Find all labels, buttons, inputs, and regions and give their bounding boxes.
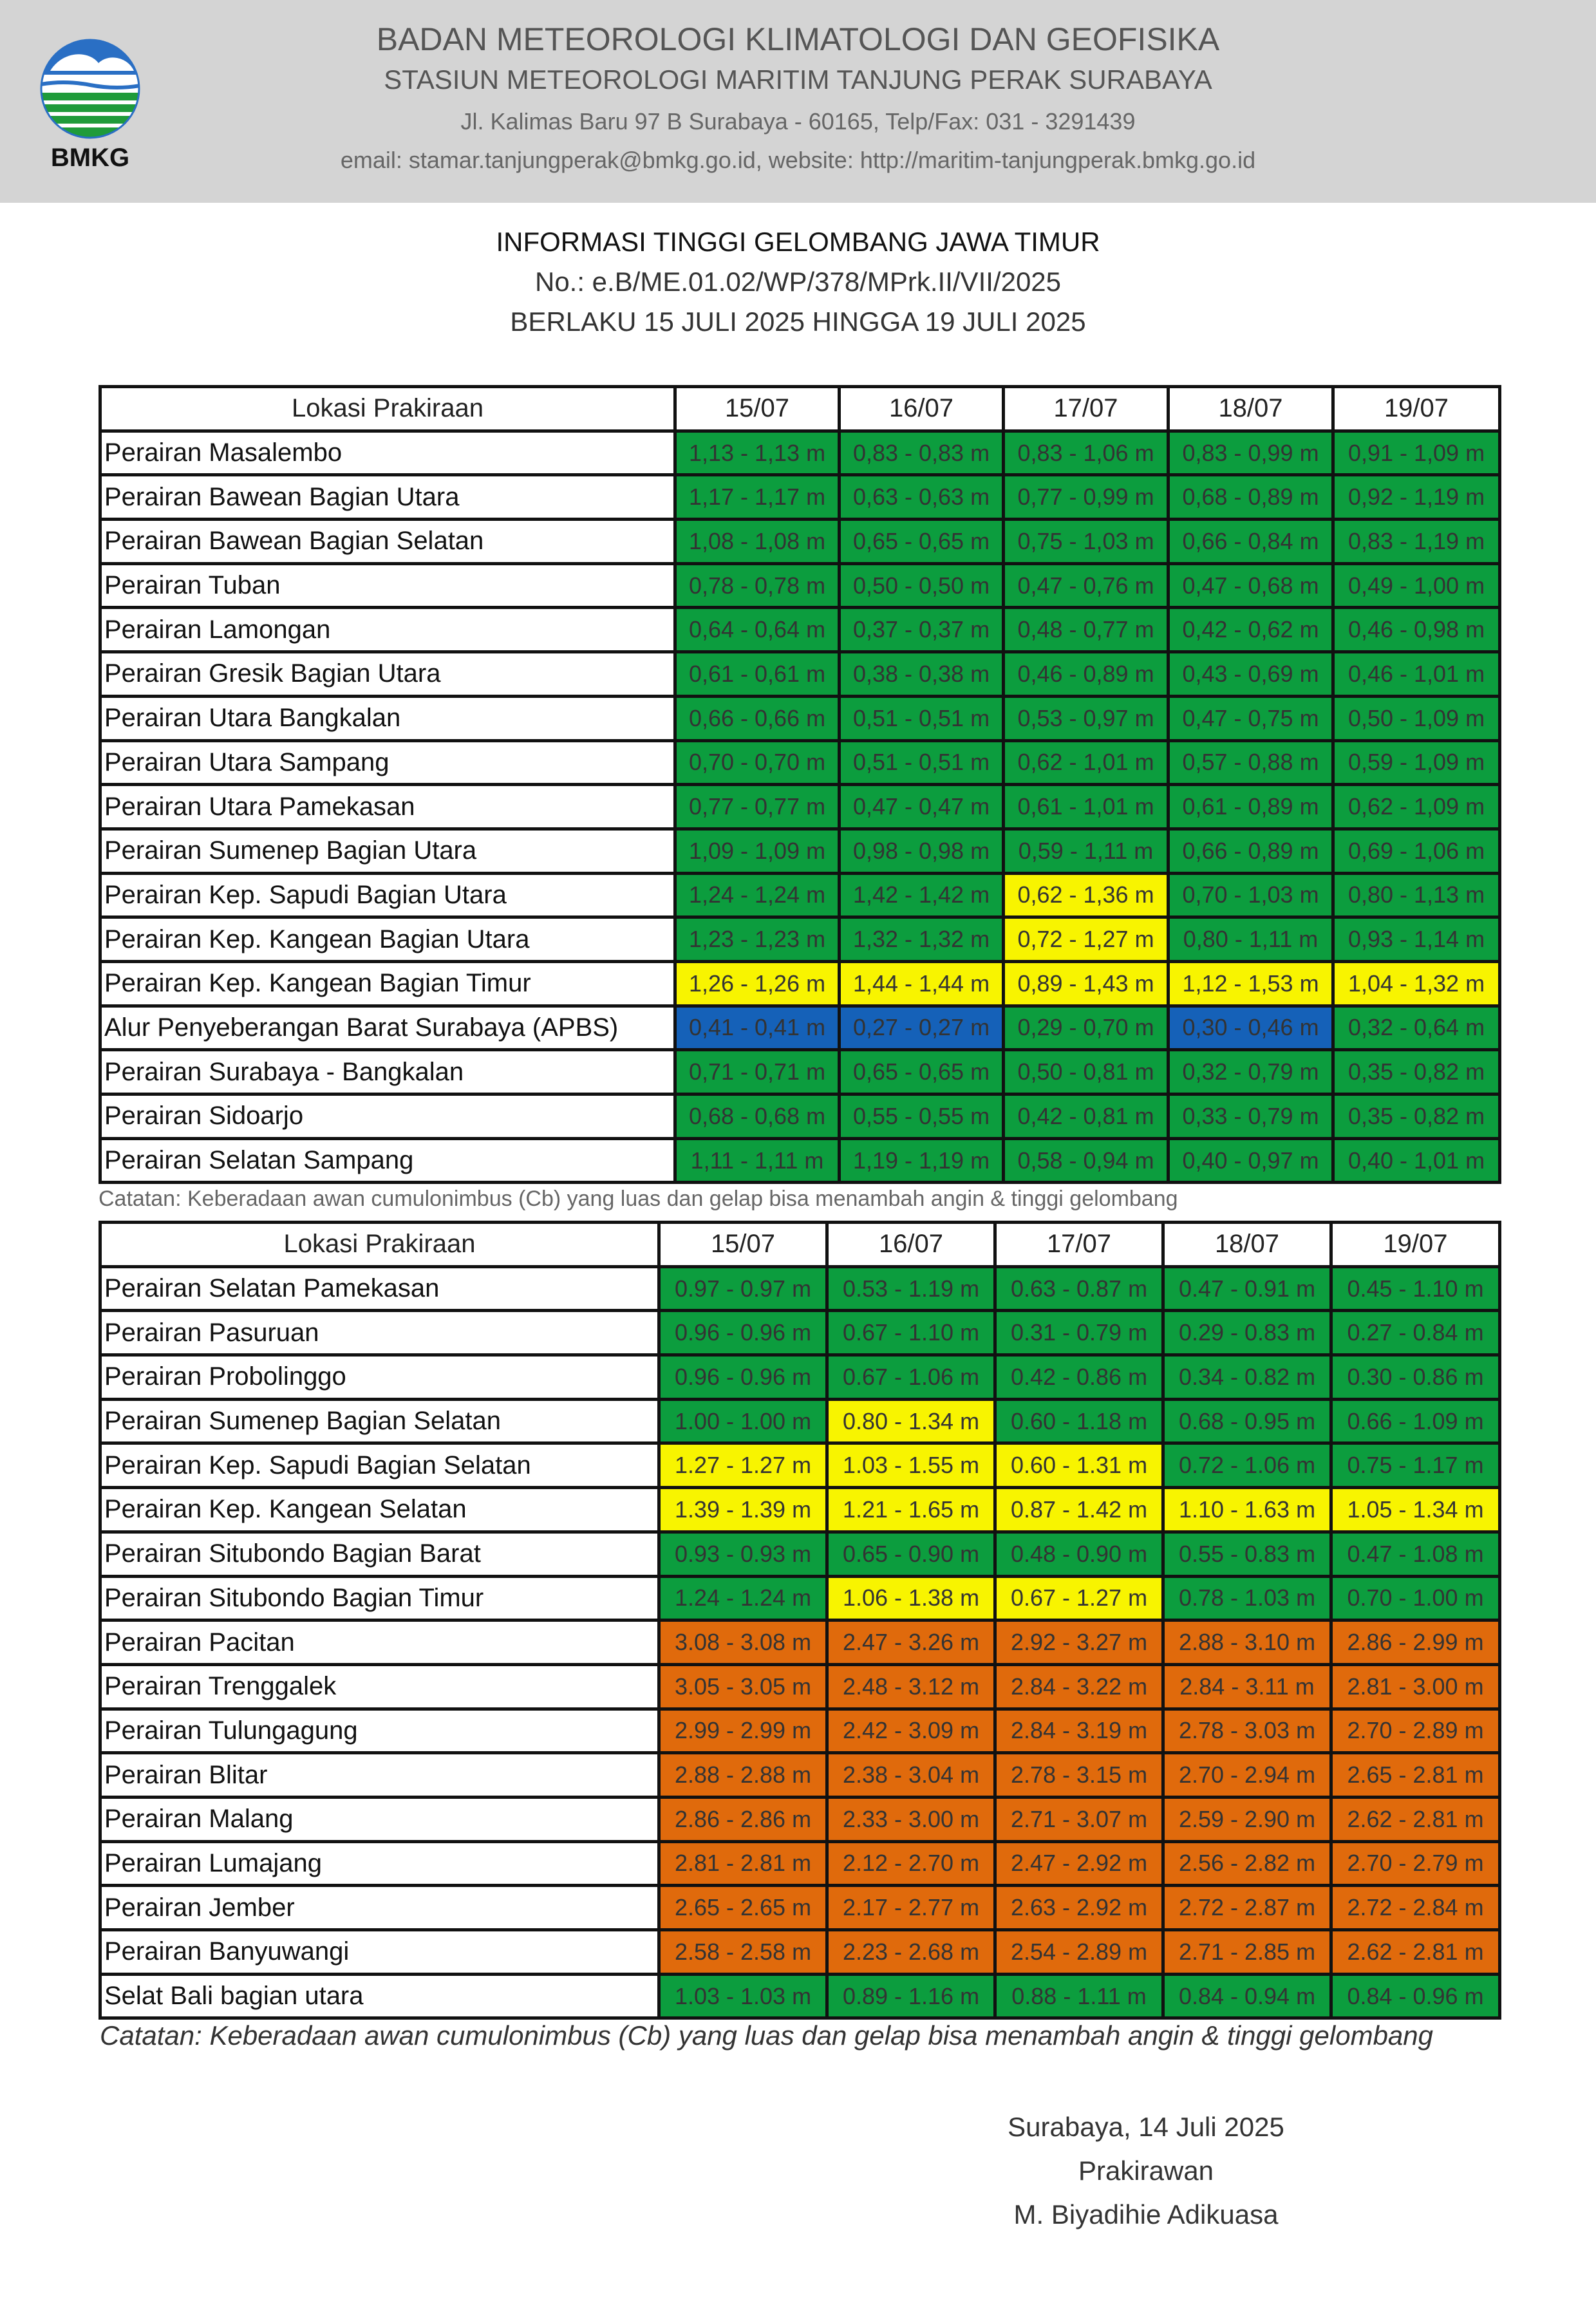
wave-height-cell: 2.47 - 2.92 m	[995, 1841, 1163, 1886]
wave-height-cell: 0,57 - 0,88 m	[1169, 740, 1333, 785]
station-name: STASIUN METEOROLOGI MARITIM TANJUNG PERAK SURABAYA	[384, 64, 1212, 95]
wave-height-cell: 0.67 - 1.27 m	[995, 1576, 1163, 1620]
wave-height-cell: 2.58 - 2.58 m	[659, 1930, 827, 1975]
wave-height-cell: 0.84 - 0.94 m	[1163, 1974, 1331, 2018]
wave-height-cell: 0,83 - 0,99 m	[1169, 431, 1333, 475]
location-cell: Perairan Kep. Sapudi Bagian Selatan	[100, 1443, 659, 1488]
table-row	[100, 1311, 1500, 1355]
wave-height-cell: 2.65 - 2.65 m	[659, 1886, 827, 1930]
wave-height-cell: 0,29 - 0,70 m	[1004, 1006, 1169, 1050]
table-row	[100, 1532, 1500, 1576]
wave-table-north	[99, 385, 1501, 1184]
location-cell: Perairan Malang	[100, 1797, 659, 1841]
wave-height-cell: 0.42 - 0.86 m	[995, 1355, 1163, 1400]
wave-height-cell: 1,04 - 1,32 m	[1333, 961, 1500, 1006]
wave-height-cell: 0,66 - 0,84 m	[1169, 520, 1333, 564]
wave-height-cell: 0,38 - 0,38 m	[840, 652, 1004, 697]
wave-height-cell: 0,53 - 0,97 m	[1004, 696, 1169, 740]
table-row	[100, 1797, 1500, 1841]
wave-height-cell: 0.78 - 1.03 m	[1163, 1576, 1331, 1620]
wave-height-cell: 0,48 - 0,77 m	[1004, 608, 1169, 652]
header-date: 19/07	[1333, 387, 1500, 431]
location-cell: Alur Penyeberangan Barat Surabaya (APBS)	[100, 1006, 675, 1050]
wave-height-cell: 0,58 - 0,94 m	[1004, 1138, 1169, 1183]
wave-height-cell: 0.96 - 0.96 m	[659, 1355, 827, 1400]
header-date: 16/07	[840, 387, 1004, 431]
wave-height-cell: 1,17 - 1,17 m	[675, 475, 840, 520]
wave-height-cell: 2.71 - 2.85 m	[1163, 1930, 1331, 1975]
wave-height-cell: 2.84 - 3.11 m	[1163, 1664, 1331, 1709]
wave-height-cell: 1,44 - 1,44 m	[840, 961, 1004, 1006]
wave-height-cell: 0,78 - 0,78 m	[675, 563, 840, 608]
wave-height-cell: 0,83 - 1,06 m	[1004, 431, 1169, 475]
table-row	[100, 1664, 1500, 1709]
wave-height-cell: 1.39 - 1.39 m	[659, 1488, 827, 1532]
wave-height-cell: 0.63 - 0.87 m	[995, 1266, 1163, 1311]
wave-table-south	[99, 1221, 1501, 2020]
wave-height-cell: 2.33 - 3.00 m	[827, 1797, 995, 1841]
wave-height-cell: 0,61 - 0,61 m	[675, 652, 840, 697]
table-row	[100, 1930, 1500, 1975]
wave-height-cell: 0.55 - 0.83 m	[1163, 1532, 1331, 1576]
wave-height-cell: 0,47 - 0,68 m	[1169, 563, 1333, 608]
wave-height-cell: 0,43 - 0,69 m	[1169, 652, 1333, 697]
wave-height-cell: 0,42 - 0,81 m	[1004, 1094, 1169, 1139]
location-cell: Perairan Pacitan	[100, 1620, 659, 1665]
wave-height-cell: 0,50 - 0,50 m	[840, 563, 1004, 608]
wave-height-cell: 2.71 - 3.07 m	[995, 1797, 1163, 1841]
table-row	[100, 1753, 1500, 1798]
cumulonimbus-note: Catatan: Keberadaan awan cumulonimbus (Cb) yang luas dan gelap bisa menambah angin & tinggi gelombang	[100, 2020, 1434, 2051]
header-location: Lokasi Prakiraan	[100, 1223, 659, 1267]
wave-height-cell: 1.06 - 1.38 m	[827, 1576, 995, 1620]
location-cell: Perairan Gresik Bagian Utara	[100, 652, 675, 697]
table-row	[100, 785, 1500, 829]
wave-height-cell: 0,50 - 1,09 m	[1333, 696, 1500, 740]
wave-height-cell: 0,50 - 0,81 m	[1004, 1050, 1169, 1094]
wave-height-cell: 2.17 - 2.77 m	[827, 1886, 995, 1930]
wave-height-cell: 0,66 - 0,89 m	[1169, 829, 1333, 873]
wave-height-cell: 0,98 - 0,98 m	[840, 829, 1004, 873]
wave-height-cell: 0,46 - 0,98 m	[1333, 608, 1500, 652]
wave-height-cell: 1,23 - 1,23 m	[675, 917, 840, 962]
wave-height-cell: 0.60 - 1.31 m	[995, 1443, 1163, 1488]
header-date: 16/07	[827, 1223, 995, 1267]
wave-height-cell: 1.00 - 1.00 m	[659, 1399, 827, 1443]
wave-height-cell: 0,71 - 0,71 m	[675, 1050, 840, 1094]
table-row	[100, 475, 1500, 520]
table-row	[100, 740, 1500, 785]
location-cell: Perairan Trenggalek	[100, 1664, 659, 1709]
wave-height-cell: 1.05 - 1.34 m	[1331, 1488, 1500, 1532]
wave-height-cell: 1.03 - 1.55 m	[827, 1443, 995, 1488]
signature-place-date: Surabaya, 14 Juli 2025	[1008, 2112, 1284, 2142]
table-row	[100, 1620, 1500, 1665]
wave-height-cell: 2.81 - 2.81 m	[659, 1841, 827, 1886]
table-row	[100, 961, 1500, 1006]
table-row	[100, 520, 1500, 564]
wave-height-cell: 0,49 - 1,00 m	[1333, 563, 1500, 608]
location-cell: Perairan Banyuwangi	[100, 1930, 659, 1975]
location-cell: Perairan Kep. Sapudi Bagian Utara	[100, 873, 675, 917]
location-cell: Perairan Probolinggo	[100, 1355, 659, 1400]
wave-height-cell: 0,63 - 0,63 m	[840, 475, 1004, 520]
wave-height-cell: 0.89 - 1.16 m	[827, 1974, 995, 2018]
wave-height-cell: 0,68 - 0,89 m	[1169, 475, 1333, 520]
wave-height-cell: 0.66 - 1.09 m	[1331, 1399, 1500, 1443]
wave-height-cell: 0,35 - 0,82 m	[1333, 1050, 1500, 1094]
wave-height-cell: 0,70 - 1,03 m	[1169, 873, 1333, 917]
header-location: Lokasi Prakiraan	[100, 387, 675, 431]
table-row	[100, 696, 1500, 740]
wave-height-cell: 0.80 - 1.34 m	[827, 1399, 995, 1443]
wave-height-cell: 1.03 - 1.03 m	[659, 1974, 827, 2018]
table-row	[100, 1841, 1500, 1886]
wave-height-cell: 2.84 - 3.19 m	[995, 1709, 1163, 1753]
location-cell: Perairan Selatan Pamekasan	[100, 1266, 659, 1311]
wave-height-cell: 1.10 - 1.63 m	[1163, 1488, 1331, 1532]
table-row	[100, 1443, 1500, 1488]
location-cell: Perairan Sumenep Bagian Utara	[100, 829, 675, 873]
signature-role: Prakirawan	[1078, 2155, 1214, 2186]
wave-height-cell: 0.72 - 1.06 m	[1163, 1443, 1331, 1488]
location-cell: Perairan Situbondo Bagian Timur	[100, 1576, 659, 1620]
wave-height-cell: 0.88 - 1.11 m	[995, 1974, 1163, 2018]
wave-height-cell: 2.92 - 3.27 m	[995, 1620, 1163, 1665]
wave-height-cell: 0,42 - 0,62 m	[1169, 608, 1333, 652]
table-row	[100, 1050, 1500, 1094]
location-cell: Perairan Lamongan	[100, 608, 675, 652]
agency-name: BADAN METEOROLOGI KLIMATOLOGI DAN GEOFISIKA	[376, 21, 1220, 57]
wave-height-cell: 2.72 - 2.84 m	[1331, 1886, 1500, 1930]
wave-height-cell: 0.31 - 0.79 m	[995, 1311, 1163, 1355]
wave-height-cell: 0,77 - 0,99 m	[1004, 475, 1169, 520]
clipped-note: Catatan: Keberadaan awan cumulonimbus (Cb) yang luas dan gelap bisa menambah angin & tinggi gelombang	[99, 1187, 1178, 1211]
wave-height-cell: 1,12 - 1,53 m	[1169, 961, 1333, 1006]
wave-height-cell: 0,91 - 1,09 m	[1333, 431, 1500, 475]
signature-name: M. Biyadihie Adikuasa	[1013, 2199, 1279, 2230]
table-row	[100, 1399, 1500, 1443]
wave-height-cell: 0,30 - 0,46 m	[1169, 1006, 1333, 1050]
wave-height-cell: 0,62 - 1,36 m	[1004, 873, 1169, 917]
wave-height-cell: 0,47 - 0,75 m	[1169, 696, 1333, 740]
document-title: INFORMASI TINGGI GELOMBANG JAWA TIMUR	[496, 227, 1100, 257]
logo-wordmark: BMKG	[50, 144, 130, 172]
wave-height-cell: 2.70 - 2.94 m	[1163, 1753, 1331, 1798]
wave-height-cell: 0,33 - 0,79 m	[1169, 1094, 1333, 1139]
wave-height-cell: 2.72 - 2.87 m	[1163, 1886, 1331, 1930]
station-contact: email: stamar.tanjungperak@bmkg.go.id, website: http://maritim-tanjungperak.bmkg.go.id	[340, 147, 1256, 173]
wave-height-cell: 0,51 - 0,51 m	[840, 696, 1004, 740]
wave-height-cell: 2.88 - 2.88 m	[659, 1753, 827, 1798]
location-cell: Perairan Pasuruan	[100, 1311, 659, 1355]
wave-height-cell: 2.47 - 3.26 m	[827, 1620, 995, 1665]
wave-height-cell: 2.86 - 2.86 m	[659, 1797, 827, 1841]
wave-height-cell: 0,83 - 1,19 m	[1333, 520, 1500, 564]
wave-height-cell: 1,08 - 1,08 m	[675, 520, 840, 564]
location-cell: Perairan Utara Sampang	[100, 740, 675, 785]
header-date: 19/07	[1331, 1223, 1500, 1267]
wave-height-cell: 2.81 - 3.00 m	[1331, 1664, 1500, 1709]
wave-height-cell: 0.67 - 1.10 m	[827, 1311, 995, 1355]
location-cell: Perairan Lumajang	[100, 1841, 659, 1886]
wave-height-cell: 2.42 - 3.09 m	[827, 1709, 995, 1753]
wave-height-cell: 0,62 - 1,01 m	[1004, 740, 1169, 785]
table-row	[100, 1576, 1500, 1620]
wave-height-cell: 0,32 - 0,79 m	[1169, 1050, 1333, 1094]
wave-height-cell: 0,80 - 1,13 m	[1333, 873, 1500, 917]
table-row	[100, 829, 1500, 873]
header-date: 18/07	[1169, 387, 1333, 431]
location-cell: Perairan Tulungagung	[100, 1709, 659, 1753]
wave-height-cell: 3.05 - 3.05 m	[659, 1664, 827, 1709]
wave-height-cell: 0,65 - 0,65 m	[840, 520, 1004, 564]
wave-height-cell: 0.67 - 1.06 m	[827, 1355, 995, 1400]
wave-height-cell: 0,32 - 0,64 m	[1333, 1006, 1500, 1050]
location-cell: Perairan Bawean Bagian Utara	[100, 475, 675, 520]
table-row	[100, 1488, 1500, 1532]
table-row	[100, 1094, 1500, 1139]
wave-height-cell: 0,59 - 1,11 m	[1004, 829, 1169, 873]
table-row	[100, 563, 1500, 608]
location-cell: Perairan Kep. Kangean Selatan	[100, 1488, 659, 1532]
wave-height-cell: 2.63 - 2.92 m	[995, 1886, 1163, 1930]
wave-height-cell: 0,47 - 0,76 m	[1004, 563, 1169, 608]
wave-height-cell: 0,40 - 1,01 m	[1333, 1138, 1500, 1183]
table-row	[100, 652, 1500, 697]
location-cell: Perairan Sumenep Bagian Selatan	[100, 1399, 659, 1443]
table-row	[100, 1709, 1500, 1753]
wave-height-cell: 0,66 - 0,66 m	[675, 696, 840, 740]
wave-height-cell: 0,77 - 0,77 m	[675, 785, 840, 829]
wave-height-cell: 2.70 - 2.89 m	[1331, 1709, 1500, 1753]
location-cell: Perairan Utara Bangkalan	[100, 696, 675, 740]
wave-height-cell: 0.47 - 1.08 m	[1331, 1532, 1500, 1576]
wave-height-cell: 1.24 - 1.24 m	[659, 1576, 827, 1620]
wave-height-cell: 0,40 - 0,97 m	[1169, 1138, 1333, 1183]
wave-height-cell: 1,11 - 1,11 m	[675, 1138, 840, 1183]
document-number: No.: e.B/ME.01.02/WP/378/MPrk.II/VII/2025	[534, 267, 1062, 297]
wave-height-cell: 0.45 - 1.10 m	[1331, 1266, 1500, 1311]
wave-height-cell: 2.86 - 2.99 m	[1331, 1620, 1500, 1665]
wave-height-cell: 1,26 - 1,26 m	[675, 961, 840, 1006]
wave-height-cell: 0,83 - 0,83 m	[840, 431, 1004, 475]
wave-height-cell: 0,41 - 0,41 m	[675, 1006, 840, 1050]
header-date: 17/07	[1004, 387, 1169, 431]
wave-height-cell: 0,46 - 0,89 m	[1004, 652, 1169, 697]
header-date: 15/07	[659, 1223, 827, 1267]
wave-height-cell: 0,65 - 0,65 m	[840, 1050, 1004, 1094]
wave-height-cell: 1,32 - 1,32 m	[840, 917, 1004, 962]
wave-height-cell: 0.84 - 0.96 m	[1331, 1974, 1500, 2018]
location-cell: Perairan Situbondo Bagian Barat	[100, 1532, 659, 1576]
location-cell: Perairan Sidoarjo	[100, 1094, 675, 1139]
wave-height-cell: 0,89 - 1,43 m	[1004, 961, 1169, 1006]
wave-height-cell: 0,46 - 1,01 m	[1333, 652, 1500, 697]
header-date: 17/07	[995, 1223, 1163, 1267]
wave-height-cell: 0,37 - 0,37 m	[840, 608, 1004, 652]
wave-height-cell: 1,42 - 1,42 m	[840, 873, 1004, 917]
location-cell: Perairan Kep. Kangean Bagian Timur	[100, 961, 675, 1006]
wave-height-cell: 2.62 - 2.81 m	[1331, 1930, 1500, 1975]
wave-height-cell: 2.99 - 2.99 m	[659, 1709, 827, 1753]
wave-height-cell: 2.84 - 3.22 m	[995, 1664, 1163, 1709]
wave-height-cell: 2.54 - 2.89 m	[995, 1930, 1163, 1975]
wave-height-cell: 0,72 - 1,27 m	[1004, 917, 1169, 962]
wave-height-cell: 2.12 - 2.70 m	[827, 1841, 995, 1886]
location-cell: Perairan Jember	[100, 1886, 659, 1930]
wave-height-cell: 1,19 - 1,19 m	[840, 1138, 1004, 1183]
location-cell: Perairan Surabaya - Bangkalan	[100, 1050, 675, 1094]
wave-height-cell: 0.75 - 1.17 m	[1331, 1443, 1500, 1488]
table-header-row	[100, 1223, 1500, 1267]
wave-height-cell: 0.87 - 1.42 m	[995, 1488, 1163, 1532]
wave-height-cell: 0,51 - 0,51 m	[840, 740, 1004, 785]
wave-height-cell: 3.08 - 3.08 m	[659, 1620, 827, 1665]
wave-height-cell: 0.47 - 0.91 m	[1163, 1266, 1331, 1311]
wave-height-cell: 0,93 - 1,14 m	[1333, 917, 1500, 962]
wave-height-cell: 2.48 - 3.12 m	[827, 1664, 995, 1709]
table-row	[100, 873, 1500, 917]
wave-height-cell: 1,09 - 1,09 m	[675, 829, 840, 873]
table-row	[100, 1355, 1500, 1400]
table-row	[100, 1266, 1500, 1311]
wave-height-cell: 0,62 - 1,09 m	[1333, 785, 1500, 829]
wave-height-cell: 0.29 - 0.83 m	[1163, 1311, 1331, 1355]
table-row	[100, 917, 1500, 962]
location-cell: Perairan Blitar	[100, 1753, 659, 1798]
wave-height-cell: 0.68 - 0.95 m	[1163, 1399, 1331, 1443]
location-cell: Perairan Masalembo	[100, 431, 675, 475]
wave-height-cell: 0.27 - 0.84 m	[1331, 1311, 1500, 1355]
wave-height-cell: 2.78 - 3.15 m	[995, 1753, 1163, 1798]
table-row	[100, 431, 1500, 475]
table-row	[100, 1974, 1500, 2018]
header-date: 18/07	[1163, 1223, 1331, 1267]
wave-height-cell: 0.65 - 0.90 m	[827, 1532, 995, 1576]
wave-height-cell: 0,64 - 0,64 m	[675, 608, 840, 652]
wave-height-cell: 0.60 - 1.18 m	[995, 1399, 1163, 1443]
table-header-row	[100, 387, 1500, 431]
wave-height-cell: 0,61 - 0,89 m	[1169, 785, 1333, 829]
location-cell: Perairan Utara Pamekasan	[100, 785, 675, 829]
wave-height-cell: 1.27 - 1.27 m	[659, 1443, 827, 1488]
table-row	[100, 1886, 1500, 1930]
wave-height-cell: 1,13 - 1,13 m	[675, 431, 840, 475]
wave-height-cell: 0,92 - 1,19 m	[1333, 475, 1500, 520]
wave-height-cell: 0,80 - 1,11 m	[1169, 917, 1333, 962]
wave-height-cell: 0.34 - 0.82 m	[1163, 1355, 1331, 1400]
wave-height-cell: 0,35 - 0,82 m	[1333, 1094, 1500, 1139]
location-cell: Perairan Kep. Kangean Bagian Utara	[100, 917, 675, 962]
wave-height-cell: 2.62 - 2.81 m	[1331, 1797, 1500, 1841]
table-row	[100, 1138, 1500, 1183]
wave-height-cell: 0.93 - 0.93 m	[659, 1532, 827, 1576]
wave-height-cell: 0.48 - 0.90 m	[995, 1532, 1163, 1576]
wave-height-cell: 2.70 - 2.79 m	[1331, 1841, 1500, 1886]
wave-height-cell: 1.21 - 1.65 m	[827, 1488, 995, 1532]
wave-height-cell: 0.96 - 0.96 m	[659, 1311, 827, 1355]
wave-height-cell: 2.56 - 2.82 m	[1163, 1841, 1331, 1886]
wave-height-cell: 0.53 - 1.19 m	[827, 1266, 995, 1311]
wave-height-cell: 0,59 - 1,09 m	[1333, 740, 1500, 785]
wave-height-cell: 2.65 - 2.81 m	[1331, 1753, 1500, 1798]
location-cell: Perairan Bawean Bagian Selatan	[100, 520, 675, 564]
wave-height-cell: 2.38 - 3.04 m	[827, 1753, 995, 1798]
wave-height-cell: 2.23 - 2.68 m	[827, 1930, 995, 1975]
validity-period: BERLAKU 15 JULI 2025 HINGGA 19 JULI 2025	[510, 306, 1086, 337]
wave-height-cell: 0,27 - 0,27 m	[840, 1006, 1004, 1050]
station-address: Jl. Kalimas Baru 97 B Surabaya - 60165, Telp/Fax: 031 - 3291439	[460, 108, 1136, 135]
wave-height-cell: 2.78 - 3.03 m	[1163, 1709, 1331, 1753]
wave-height-cell: 0.97 - 0.97 m	[659, 1266, 827, 1311]
wave-height-cell: 0,61 - 1,01 m	[1004, 785, 1169, 829]
location-cell: Perairan Selatan Sampang	[100, 1138, 675, 1183]
wave-height-cell: 0.30 - 0.86 m	[1331, 1355, 1500, 1400]
wave-height-cell: 0,68 - 0,68 m	[675, 1094, 840, 1139]
wave-height-cell: 2.59 - 2.90 m	[1163, 1797, 1331, 1841]
letterhead	[0, 0, 1596, 203]
table-row	[100, 1006, 1500, 1050]
wave-height-cell: 0.70 - 1.00 m	[1331, 1576, 1500, 1620]
table-row	[100, 608, 1500, 652]
wave-height-cell: 0,70 - 0,70 m	[675, 740, 840, 785]
wave-height-cell: 0,69 - 1,06 m	[1333, 829, 1500, 873]
wave-height-cell: 0,55 - 0,55 m	[840, 1094, 1004, 1139]
header-date: 15/07	[675, 387, 840, 431]
wave-height-cell: 0,75 - 1,03 m	[1004, 520, 1169, 564]
location-cell: Selat Bali bagian utara	[100, 1974, 659, 2018]
location-cell: Perairan Tuban	[100, 563, 675, 608]
wave-height-cell: 0,47 - 0,47 m	[840, 785, 1004, 829]
wave-height-cell: 2.88 - 3.10 m	[1163, 1620, 1331, 1665]
wave-height-cell: 1,24 - 1,24 m	[675, 873, 840, 917]
